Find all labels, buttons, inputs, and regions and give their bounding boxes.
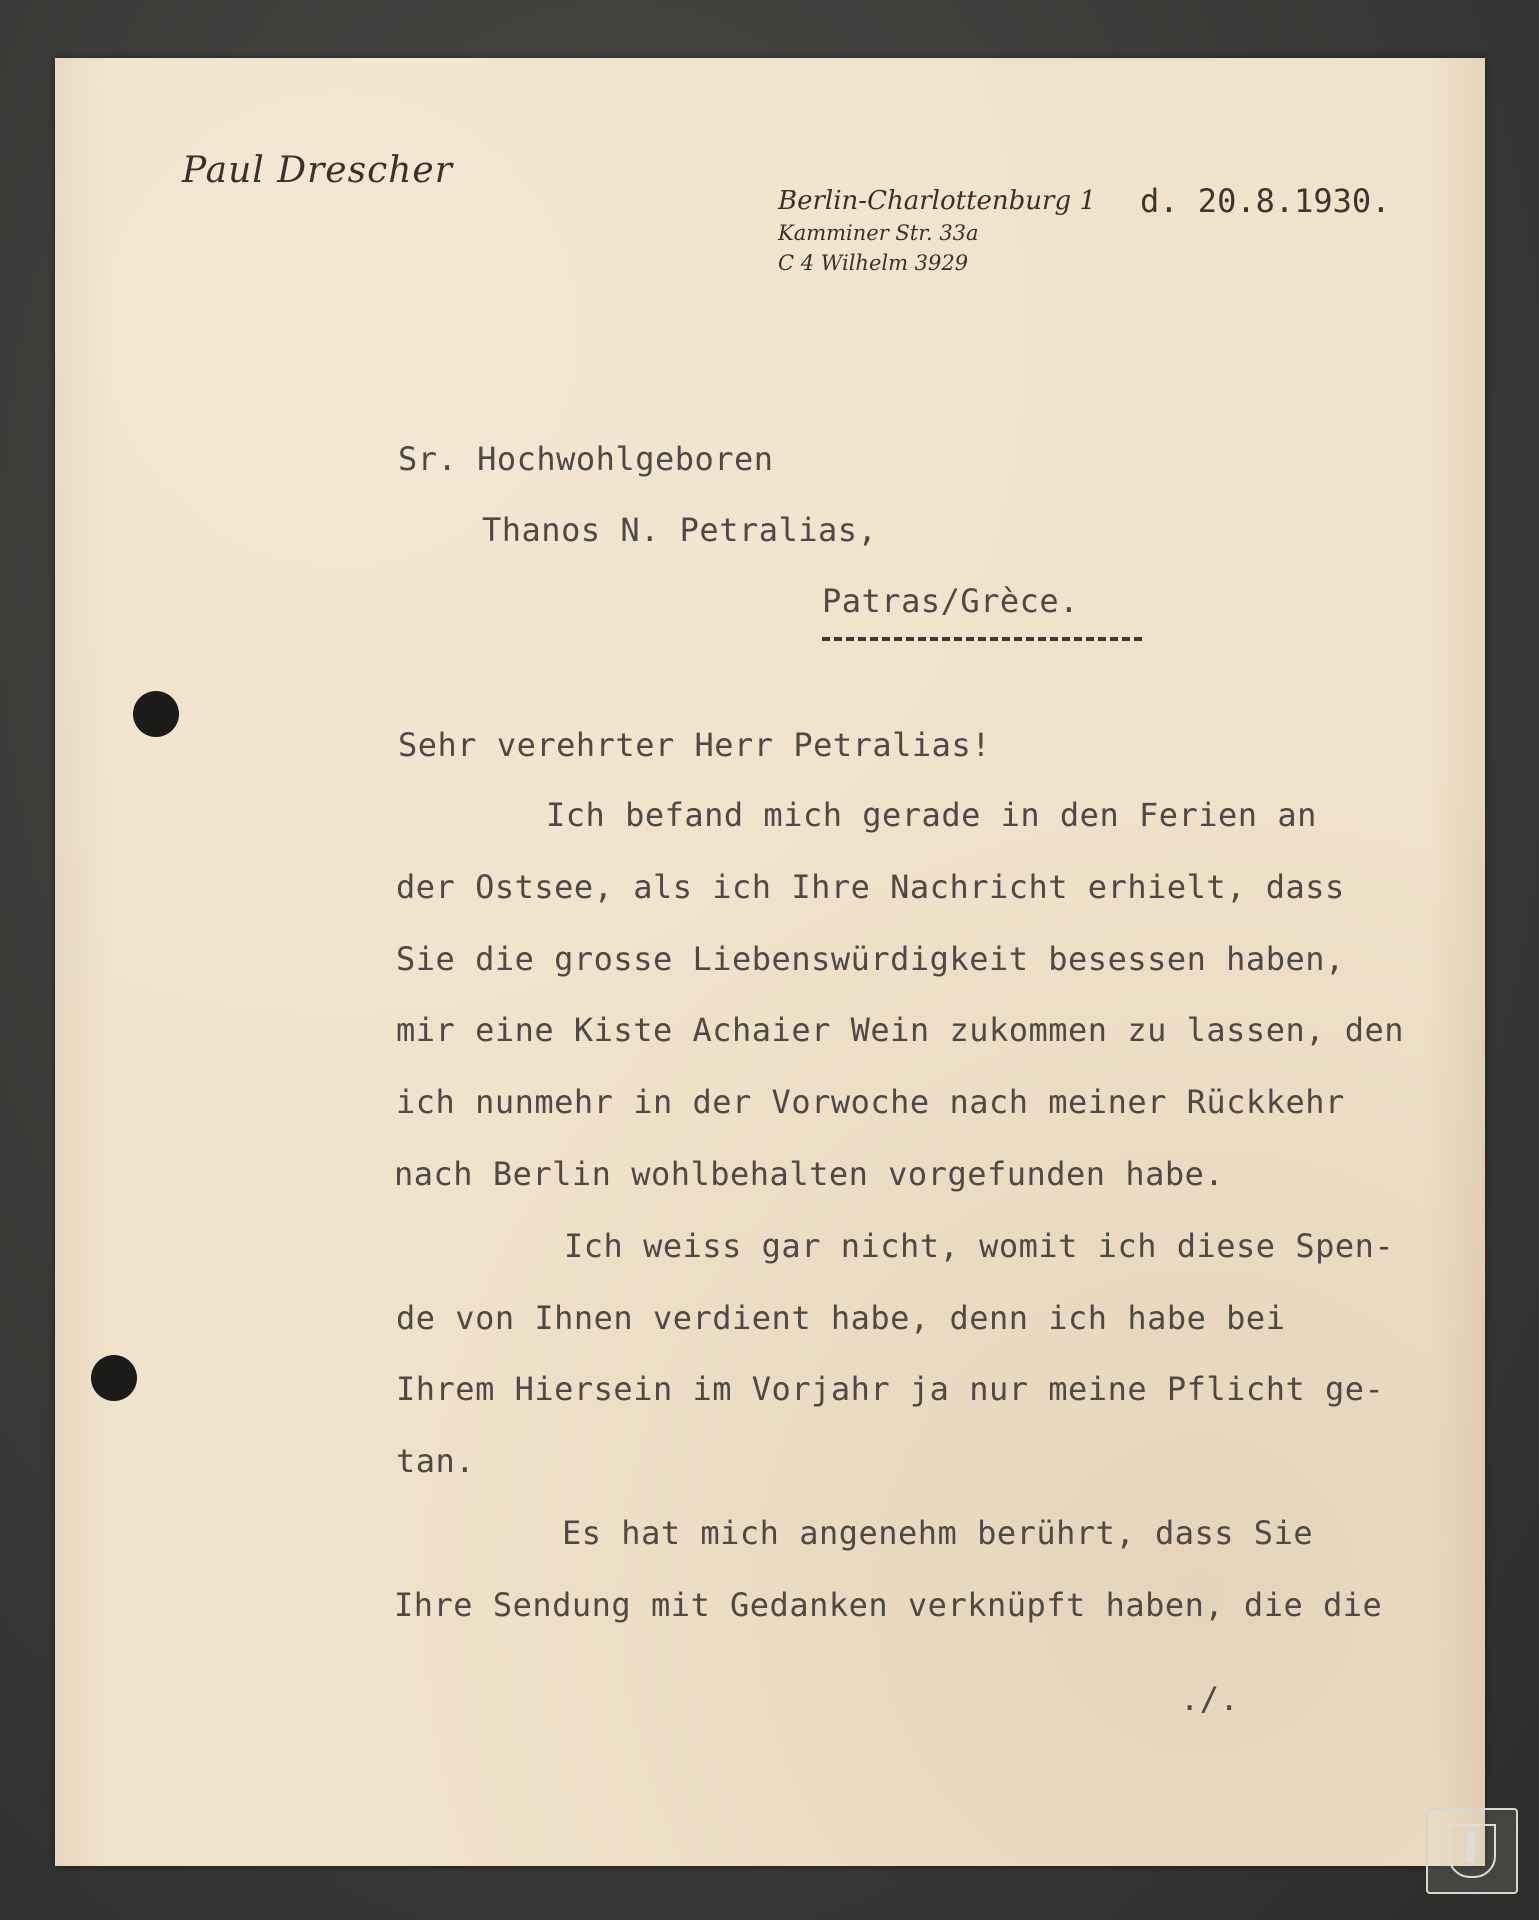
place-underline — [822, 637, 1142, 641]
punch-hole-upper — [133, 691, 179, 737]
body-line: der Ostsee, als ich Ihre Nachricht erhielt, dass — [396, 868, 1345, 906]
recipient-title: Sr. Hochwohlgeboren — [398, 440, 774, 478]
body-line: de von Ihnen verdient habe, denn ich habe bei — [396, 1299, 1286, 1337]
recipient-place: Patras/Grèce. — [822, 582, 1079, 620]
letterhead-city: Berlin-Charlottenburg 1 — [778, 186, 1096, 216]
body-line: Ihrem Hiersein im Vorjahr ja nur meine Pflicht ge- — [396, 1370, 1385, 1408]
body-line: Ihre Sendung mit Gedanken verknüpft haben, die die — [394, 1586, 1383, 1624]
body-line: mir eine Kiste Achaier Wein zukommen zu lassen, den — [396, 1011, 1405, 1049]
archive-emblem-icon — [1426, 1808, 1518, 1894]
body-line: ich nunmehr in der Vorwoche nach meiner Rückkehr — [396, 1083, 1345, 1121]
continuation-mark: ./. — [1180, 1680, 1240, 1718]
body-line: tan. — [396, 1442, 476, 1480]
letterhead-address — [778, 184, 1096, 278]
letter-greeting: Sehr verehrter Herr Petralias! — [398, 726, 991, 764]
letterhead-sender-name: Paul Drescher — [182, 150, 453, 191]
recipient-name: Thanos N. Petralias, — [482, 511, 878, 549]
punch-hole-lower — [91, 1355, 137, 1401]
letterhead-phone: C 4 Wilhelm 3929 — [778, 251, 969, 275]
letterhead-street: Kamminer Str. 33a — [778, 221, 979, 245]
body-line: Es hat mich angenehm berührt, dass Sie — [562, 1514, 1314, 1552]
body-line: Ich weiss gar nicht, womit ich diese Spen- — [564, 1227, 1395, 1265]
body-line: Ich befand mich gerade in den Ferien an — [546, 796, 1317, 834]
body-line: nach Berlin wohlbehalten vorgefunden habe. — [394, 1155, 1225, 1193]
body-line: Sie die grosse Liebenswürdigkeit besessen haben, — [396, 940, 1345, 978]
letter-date: d. 20.8.1930. — [1140, 182, 1391, 220]
